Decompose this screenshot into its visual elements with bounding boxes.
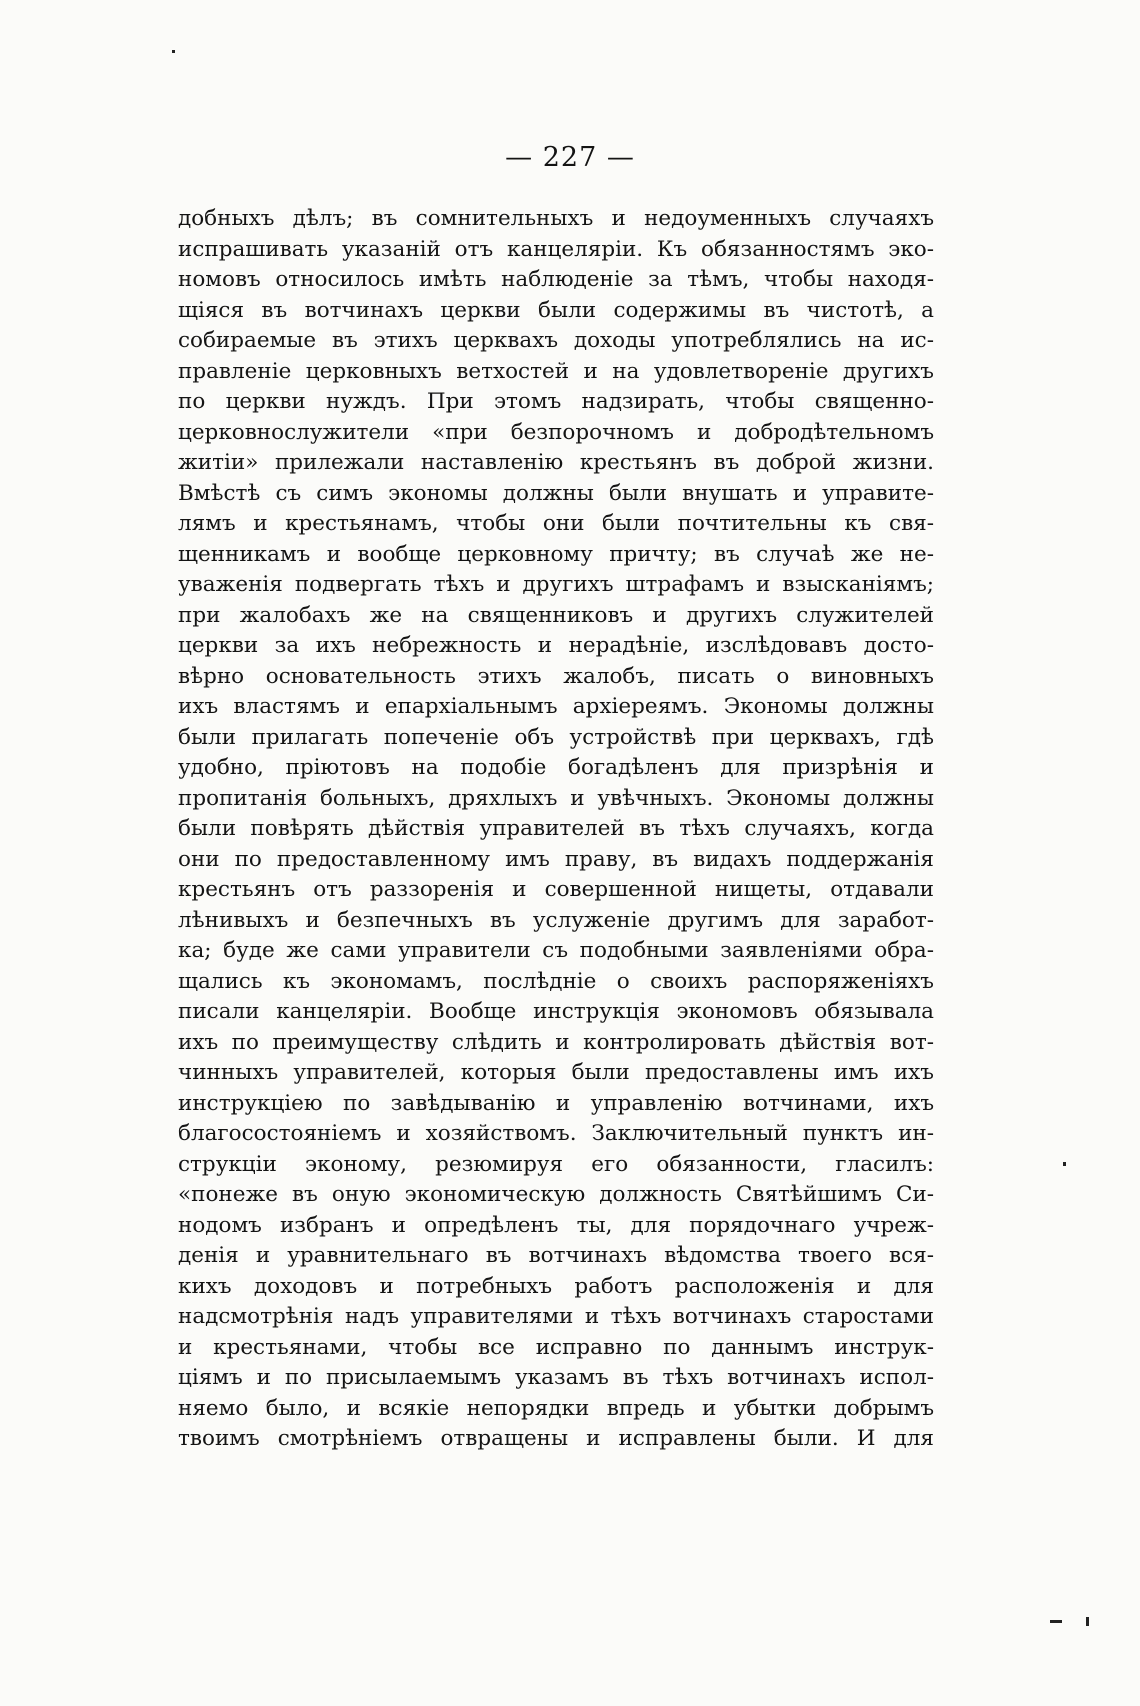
text-line: ихъ властямъ и епархіальнымъ архіереямъ. Экономы должны <box>178 694 934 719</box>
text-line: надсмотрѣнія надъ управителями и тѣхъ вотчинахъ старостами <box>178 1304 934 1329</box>
text-line: лѣнивыхъ и безпечныхъ въ услуженіе другимъ для заработ- <box>178 907 934 933</box>
text-line: были прилагать попеченіе объ устройствѣ при церквахъ, гдѣ <box>178 724 934 750</box>
text-line: ціямъ и по присылаемымъ указамъ въ тѣхъ вотчинахъ испол- <box>178 1365 934 1390</box>
text-line: Вмѣстѣ съ симъ экономы должны были внушать и управите- <box>178 480 934 506</box>
text-line: вѣрно основательность этихъ жалобъ, писать о виновныхъ <box>178 663 934 689</box>
text-line: они по предоставленному имъ праву, въ видахъ поддержанія <box>178 846 934 872</box>
text-line: крестьянъ отъ раззоренія и совершенной нищеты, отдавали <box>178 877 934 902</box>
text-line: ихъ по преимуществу слѣдить и контролировать дѣйствія вот- <box>178 1029 934 1055</box>
text-line: по церкви нуждъ. При этомъ надзирать, чтобы священно- <box>178 389 934 414</box>
text-line: щіяся въ вотчинахъ церкви были содержимы въ чистотѣ, а <box>178 297 934 323</box>
scan-speck <box>1086 1617 1089 1626</box>
text-line: писали канцеляріи. Вообще инструкція экономовъ обязывала <box>178 999 934 1024</box>
scan-speck <box>172 50 175 53</box>
text-line: испрашивать указаній отъ канцеляріи. Къ обязанностямъ эко- <box>178 236 934 262</box>
text-line: пропитанія больныхъ, дряхлыхъ и увѣчныхъ. Экономы должны <box>178 785 934 811</box>
page-body-text <box>178 204 934 1455</box>
text-line: при жалобахъ же на священниковъ и другихъ служителей <box>178 602 934 628</box>
text-line: житіи» прилежали наставленію крестьянъ въ доброй жизни. <box>178 450 934 475</box>
text-line: инструкціею по завѣдыванію и управленію вотчинами, ихъ <box>178 1090 934 1116</box>
text-line: струкціи эконому, резюмируя его обязанности, гласилъ: <box>178 1151 934 1177</box>
text-line: кихъ доходовъ и потребныхъ работъ расположенія и для <box>178 1273 934 1299</box>
text-line: благосостояніемъ и хозяйствомъ. Заключительный пунктъ ин- <box>178 1121 934 1146</box>
text-line: и крестьянами, чтобы все исправно по даннымъ инструк- <box>178 1334 934 1360</box>
text-line: номовъ относилось имѣть наблюденіе за тѣмъ, чтобы находя- <box>178 267 934 292</box>
text-line: собираемые въ этихъ церквахъ доходы употреблялись на ис- <box>178 328 934 353</box>
text-line: ка; буде же сами управители съ подобными заявленіями обра- <box>178 938 934 963</box>
text-line: уваженія подвергать тѣхъ и другихъ штрафамъ и взысканіямъ; <box>178 572 934 597</box>
text-line: церковнослужители «при безпорочномъ и добродѣтельномъ <box>178 419 934 445</box>
text-line: церкви за ихъ небрежность и нерадѣніе, изслѣдовавъ досто- <box>178 633 934 658</box>
scan-speck <box>1063 1162 1066 1166</box>
text-line: добныхъ дѣлъ; въ сомнительныхъ и недоуменныхъ случаяхъ <box>178 206 934 231</box>
text-line: щались къ экономамъ, послѣдніе о своихъ распоряженіяхъ <box>178 968 934 994</box>
text-line: «понеже въ оную экономическую должность Святѣйшимъ Си- <box>178 1182 934 1207</box>
text-line: няемо было, и всякіе непорядки впредь и убытки добрымъ <box>178 1395 934 1421</box>
text-line: нодомъ избранъ и опредѣленъ ты, для порядочнаго учреж- <box>178 1212 934 1238</box>
text-line: правленіе церковныхъ ветхостей и на удовлетвореніе другихъ <box>178 358 934 384</box>
text-line: были повѣрять дѣйствія управителей въ тѣхъ случаяхъ, когда <box>178 816 934 841</box>
text-line: лямъ и крестьянамъ, чтобы они были почтительны къ свя- <box>178 511 934 536</box>
text-line: чинныхъ управителей, которыя были предоставлены имъ ихъ <box>178 1060 934 1085</box>
text-line: денія и уравнительнаго въ вотчинахъ вѣдомства твоего вся- <box>178 1243 934 1268</box>
text-line: удобно, пріютовъ на подобіе богадѣленъ для призрѣнія и <box>178 755 934 780</box>
scan-speck <box>1050 1620 1062 1623</box>
page-number: — 227 — <box>505 142 635 173</box>
text-line: твоимъ смотрѣніемъ отвращены и исправлены были. И для <box>178 1426 934 1451</box>
text-line: щенникамъ и вообще церковному причту; въ случаѣ же не- <box>178 541 934 567</box>
